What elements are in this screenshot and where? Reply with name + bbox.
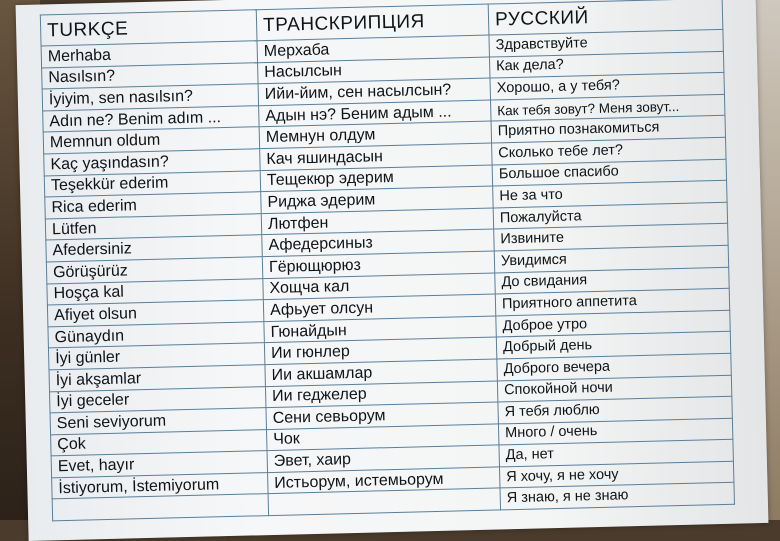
cell-russian: Добрый день — [496, 332, 730, 359]
cell-turkish: Görüşürüz — [46, 257, 262, 284]
cell-russian: Я хочу, я не хочу — [499, 461, 733, 488]
cell-russian: Приятно познакомиться — [491, 116, 725, 143]
cell-transcription: Чок — [267, 424, 499, 451]
cell-transcription: Мерхаба — [257, 35, 489, 62]
cell-turkish: Günaydın — [48, 321, 264, 348]
cell-turkish: İyi günler — [48, 343, 264, 370]
phrase-rows — [41, 29, 734, 521]
cell-transcription: Тещекюр эдерим — [260, 165, 492, 192]
cell-russian: Спокойной ночи — [497, 375, 731, 402]
cell-turkish: Kaç yaşındasın? — [44, 149, 260, 176]
cell-turkish: Rica ederim — [45, 192, 261, 219]
cell-turkish: Çok — [51, 429, 267, 456]
cell-russian: Хорошо, а у тебя? — [490, 73, 724, 100]
cell-transcription: Насылсын — [258, 57, 490, 84]
cell-transcription: Хощча кал — [263, 273, 495, 300]
cell-transcription: Адын нэ? Беним адым ... — [259, 100, 491, 127]
cell-turkish: Memnun oldum — [43, 127, 259, 154]
cell-transcription: Ии гюнлер — [264, 337, 496, 364]
cell-turkish — [52, 494, 268, 521]
header-transcription: ТРАНСКРИПЦИЯ — [256, 4, 489, 41]
cell-russian: Доброе утро — [496, 310, 730, 337]
phrasebook-sheet — [16, 0, 769, 541]
cell-turkish: Afiyet olsun — [47, 300, 263, 327]
cell-turkish: İstiyorum, İstemiyorum — [52, 472, 268, 499]
cell-turkish: Merhaba — [41, 41, 257, 68]
header-turkish: TURKÇE — [40, 10, 257, 46]
cell-russian: Извините — [494, 224, 728, 251]
phrase-table — [40, 0, 735, 521]
cell-transcription: Сени севьорум — [266, 402, 498, 429]
cell-turkish: Teşekkür ederim — [44, 170, 260, 197]
cell-turkish: Seni seviyorum — [50, 408, 266, 435]
cell-russian: Как дела? — [489, 51, 723, 78]
cell-turkish: Adın ne? Benim adım ... — [43, 105, 259, 132]
cell-transcription: Риджа эдерим — [261, 186, 493, 213]
cell-russian: Много / очень — [498, 418, 732, 445]
cell-russian: Доброго вечера — [497, 353, 731, 380]
cell-russian: Пожалуйста — [493, 202, 727, 229]
cell-turkish: Evet, hayır — [51, 451, 267, 478]
cell-turkish: Nasılsın? — [42, 62, 258, 89]
cell-russian: Сколько тебе лет? — [492, 137, 726, 164]
cell-turkish: İyi geceler — [50, 386, 266, 413]
cell-russian: Я знаю, я не знаю — [500, 483, 734, 510]
cell-russian: Как тебя зовут? Меня зовут... — [491, 94, 725, 121]
cell-turkish: Hoşça kal — [47, 278, 263, 305]
cell-transcription: Мемнун олдум — [259, 121, 491, 148]
cell-russian: Да, нет — [499, 440, 733, 467]
cell-transcription: Гёрющюрюз — [262, 251, 494, 278]
cell-transcription: Истьорум, истемьорум — [268, 467, 500, 494]
cell-russian: Увидимся — [494, 245, 728, 272]
header-russian: РУССКИЙ — [488, 0, 723, 35]
cell-transcription — [268, 488, 500, 515]
cell-russian: До свидания — [495, 267, 729, 294]
cell-transcription: Афедерсиныз — [262, 229, 494, 256]
cell-turkish: İyi akşamlar — [49, 365, 265, 392]
cell-russian: Я тебя люблю — [498, 396, 732, 423]
cell-transcription: Афьует олсун — [263, 294, 495, 321]
cell-transcription: Ийи-йим, сен насылсын? — [258, 78, 490, 105]
cell-transcription: Ии геджелер — [265, 380, 497, 407]
cell-russian: Приятного аппетита — [495, 288, 729, 315]
cell-transcription: Кач яшиндасын — [260, 143, 492, 170]
cell-russian: Не за что — [493, 180, 727, 207]
cell-russian: Здравствуйте — [489, 29, 723, 56]
cell-turkish: Afedersiniz — [46, 235, 262, 262]
cell-transcription: Ии акшамлар — [265, 359, 497, 386]
cell-turkish: Lütfen — [45, 213, 261, 240]
cell-transcription: Гюнайдын — [264, 316, 496, 343]
cell-turkish: İyiyim, sen nasılsın? — [42, 84, 258, 111]
cell-transcription: Лютфен — [261, 208, 493, 235]
cell-transcription: Эвет, хаир — [267, 445, 499, 472]
cell-russian: Большое спасибо — [492, 159, 726, 186]
